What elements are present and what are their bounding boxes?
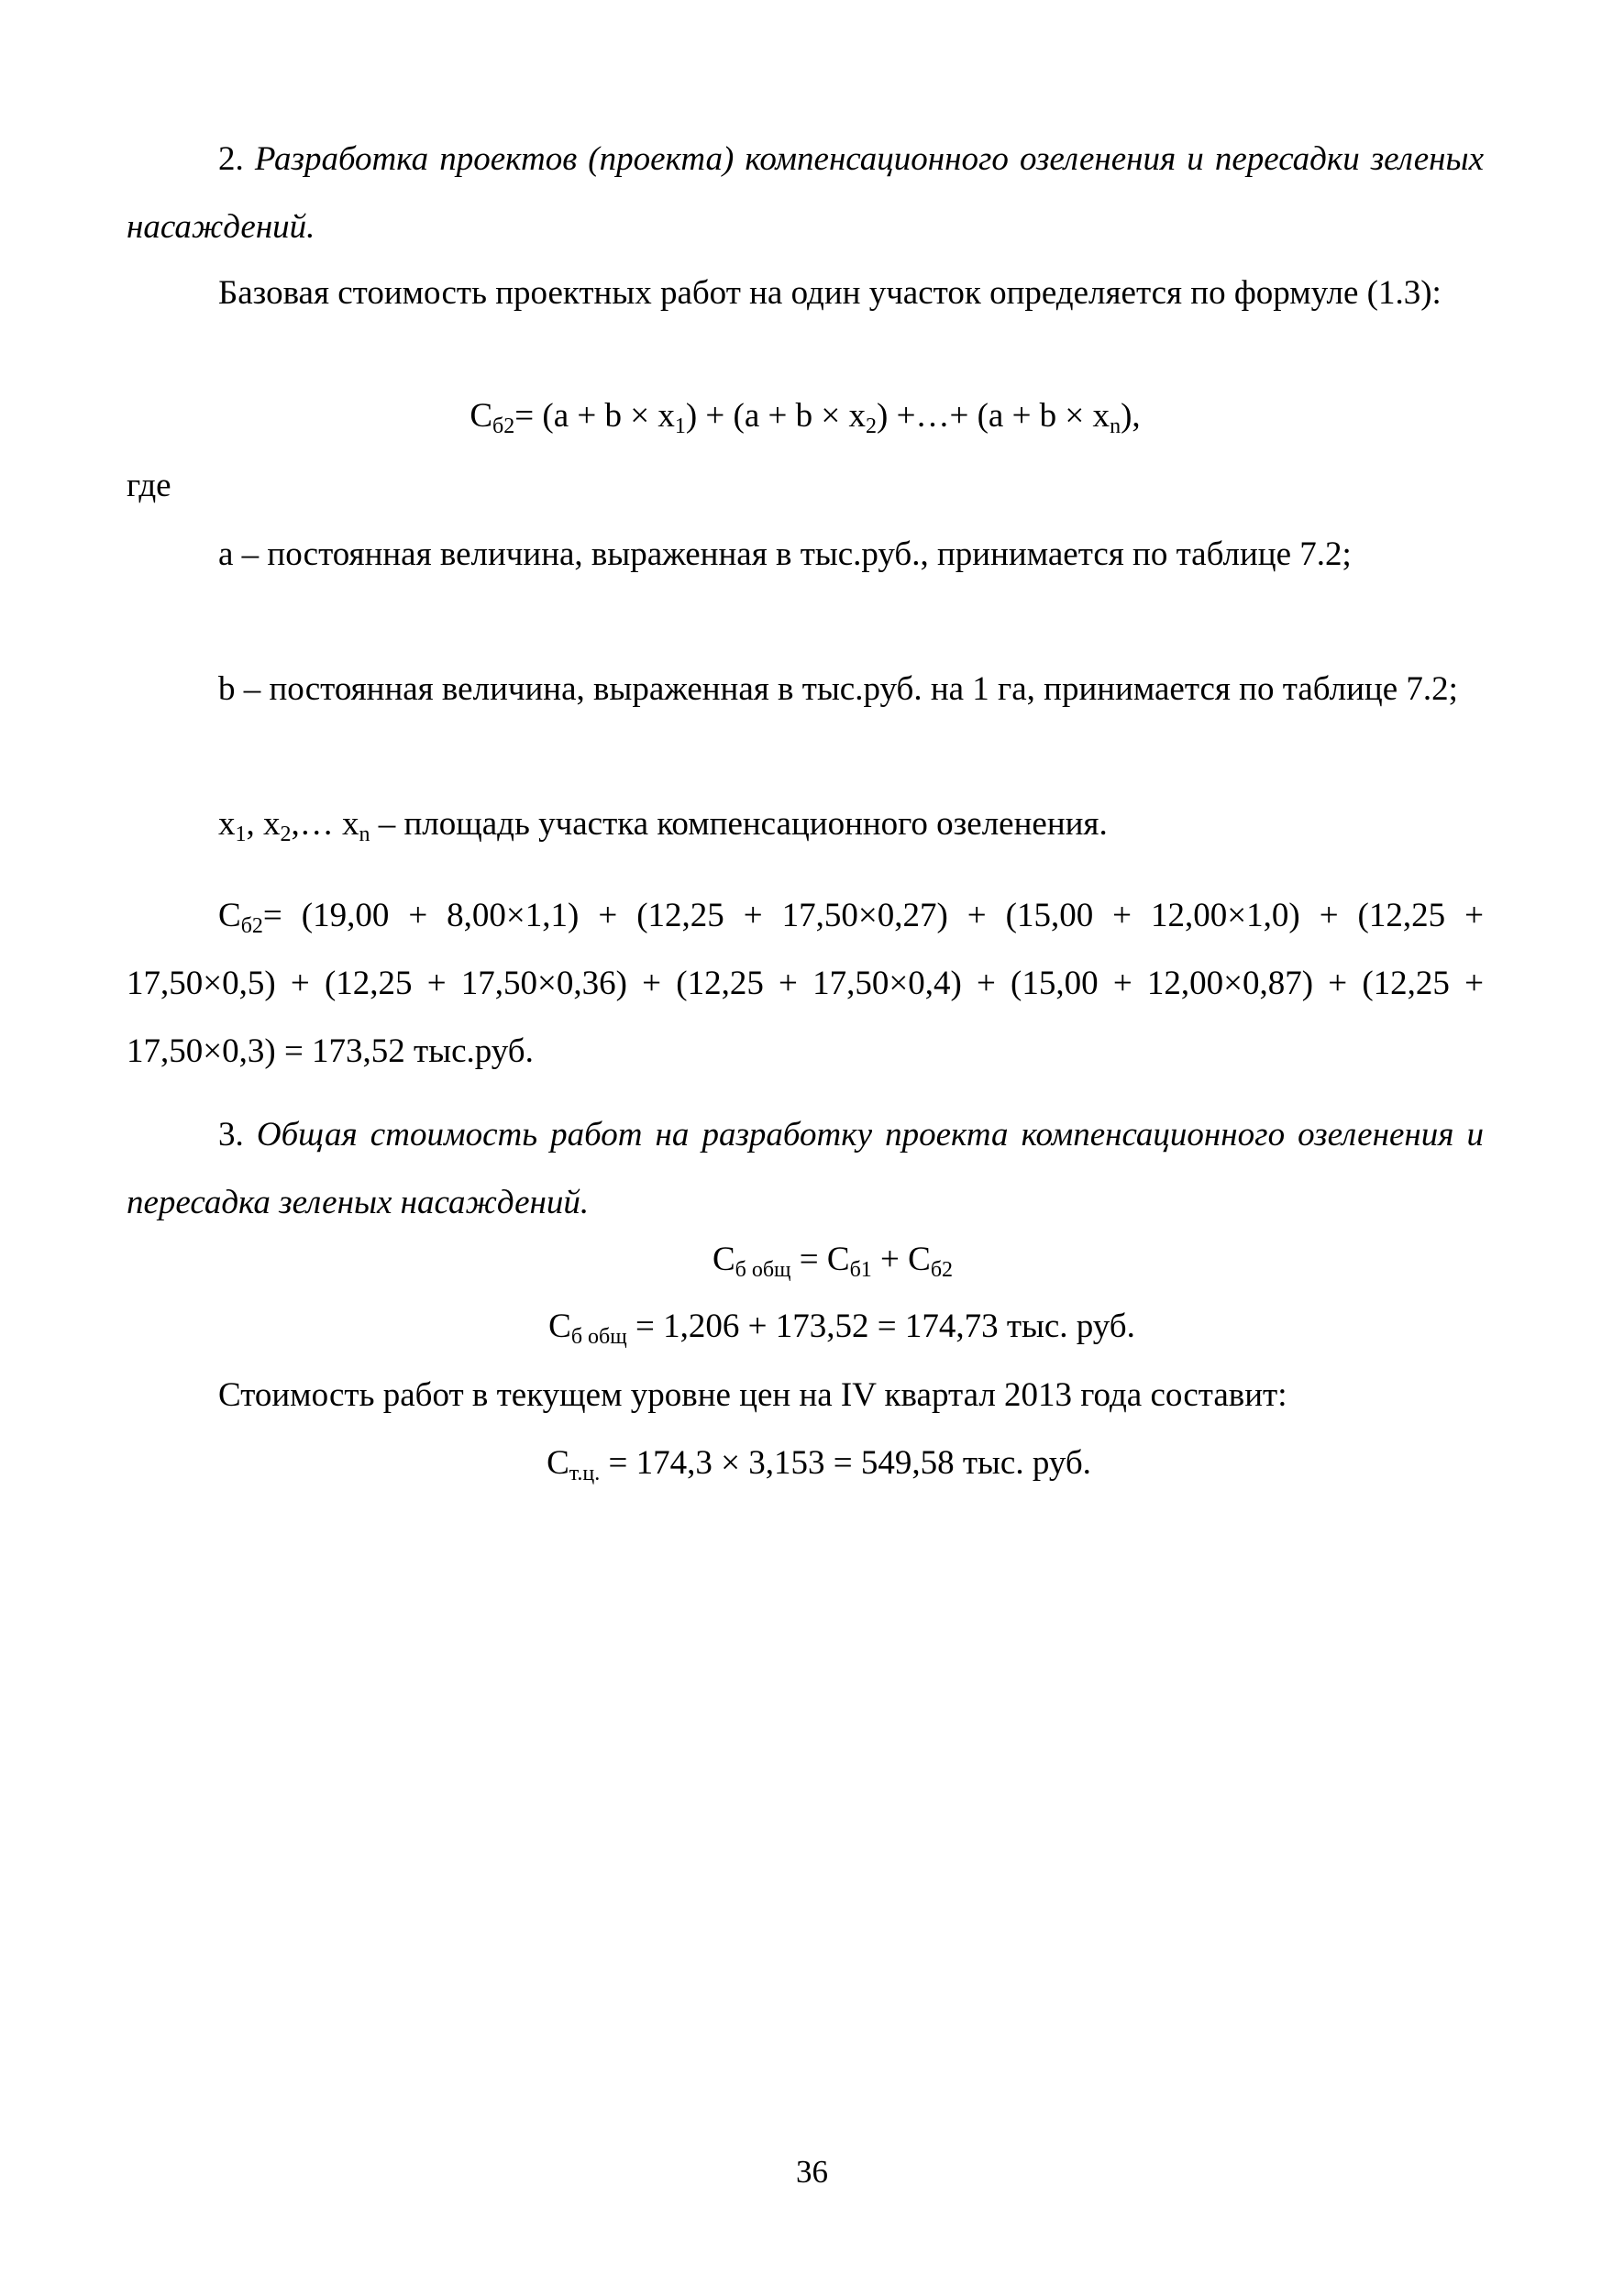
formula-total-cost-value: $С_{б общ} = 1,206 + 173,52 = 174,73$ тыс. руб. (548, 1308, 1135, 1349)
formula-cost-per-site: $С_{б2}= (a + b \times x_1) + (a + b \times x_2)$ +…+ $(a + b \times x_n)$, (470, 397, 1141, 438)
where-label: где (127, 467, 171, 504)
intro-paragraph: Базовая стоимость проектных работ на один участок определяется по формуле (1.3): (218, 274, 1442, 312)
section-3-heading (127, 1101, 1484, 1237)
section-2-title: Разработка проектов (проекта) компенсационного озеленения и пересадки зеленых насаждений. (127, 140, 1485, 246)
definition-a: a – постоянная величина, выраженная в тыс.руб., принимается по таблице 7.2; (218, 535, 1352, 573)
section-3-number: 3. (218, 1116, 244, 1154)
current-prices-paragraph: Стоимость работ в текущем уровне цен на IV квартал 2013 года составит: (218, 1376, 1287, 1414)
definition-b: b – постоянная величина, выраженная в тыс.руб. на 1 га, принимается по таблице 7.2; (218, 670, 1458, 708)
formula-current-cost: $С_{т.ц.} = 174,3 \times 3,153 = 549,58$ тыс. руб. (547, 1444, 1091, 1485)
section-2-heading (127, 126, 1484, 261)
section-3-title: Общая стоимость работ на разработку проекта компенсационного озеленения и пересадка зеленых насаждений. (127, 1116, 1485, 1221)
definition-x: $x_1$, $x_2,\dots$ $x_n$ – площадь участка компенсационного озеленения. (218, 805, 1108, 846)
calculation-cb2: $С_{б2}= (19,00 + 8,00\times 1,1) + (12,25 + 17,50\times 0,27) + (15,00 + 12,00\times 1,0) + (12,25 + 17,50\times 0,5) + (12,25 + 17,50\times 0,36) + (12,25 + 17,50\times 0,4) + (15,00 + 12,00\times 0,87) + (12,25 + 17,50\times 0,3) = 173,52$ тыс.руб. (127, 897, 1484, 1070)
section-2-number: 2. (218, 140, 244, 178)
page-number: 36 (796, 2154, 828, 2190)
formula-total-cost: $С_{б общ} = С_{б1} + С_{б2}$ (712, 1241, 954, 1282)
